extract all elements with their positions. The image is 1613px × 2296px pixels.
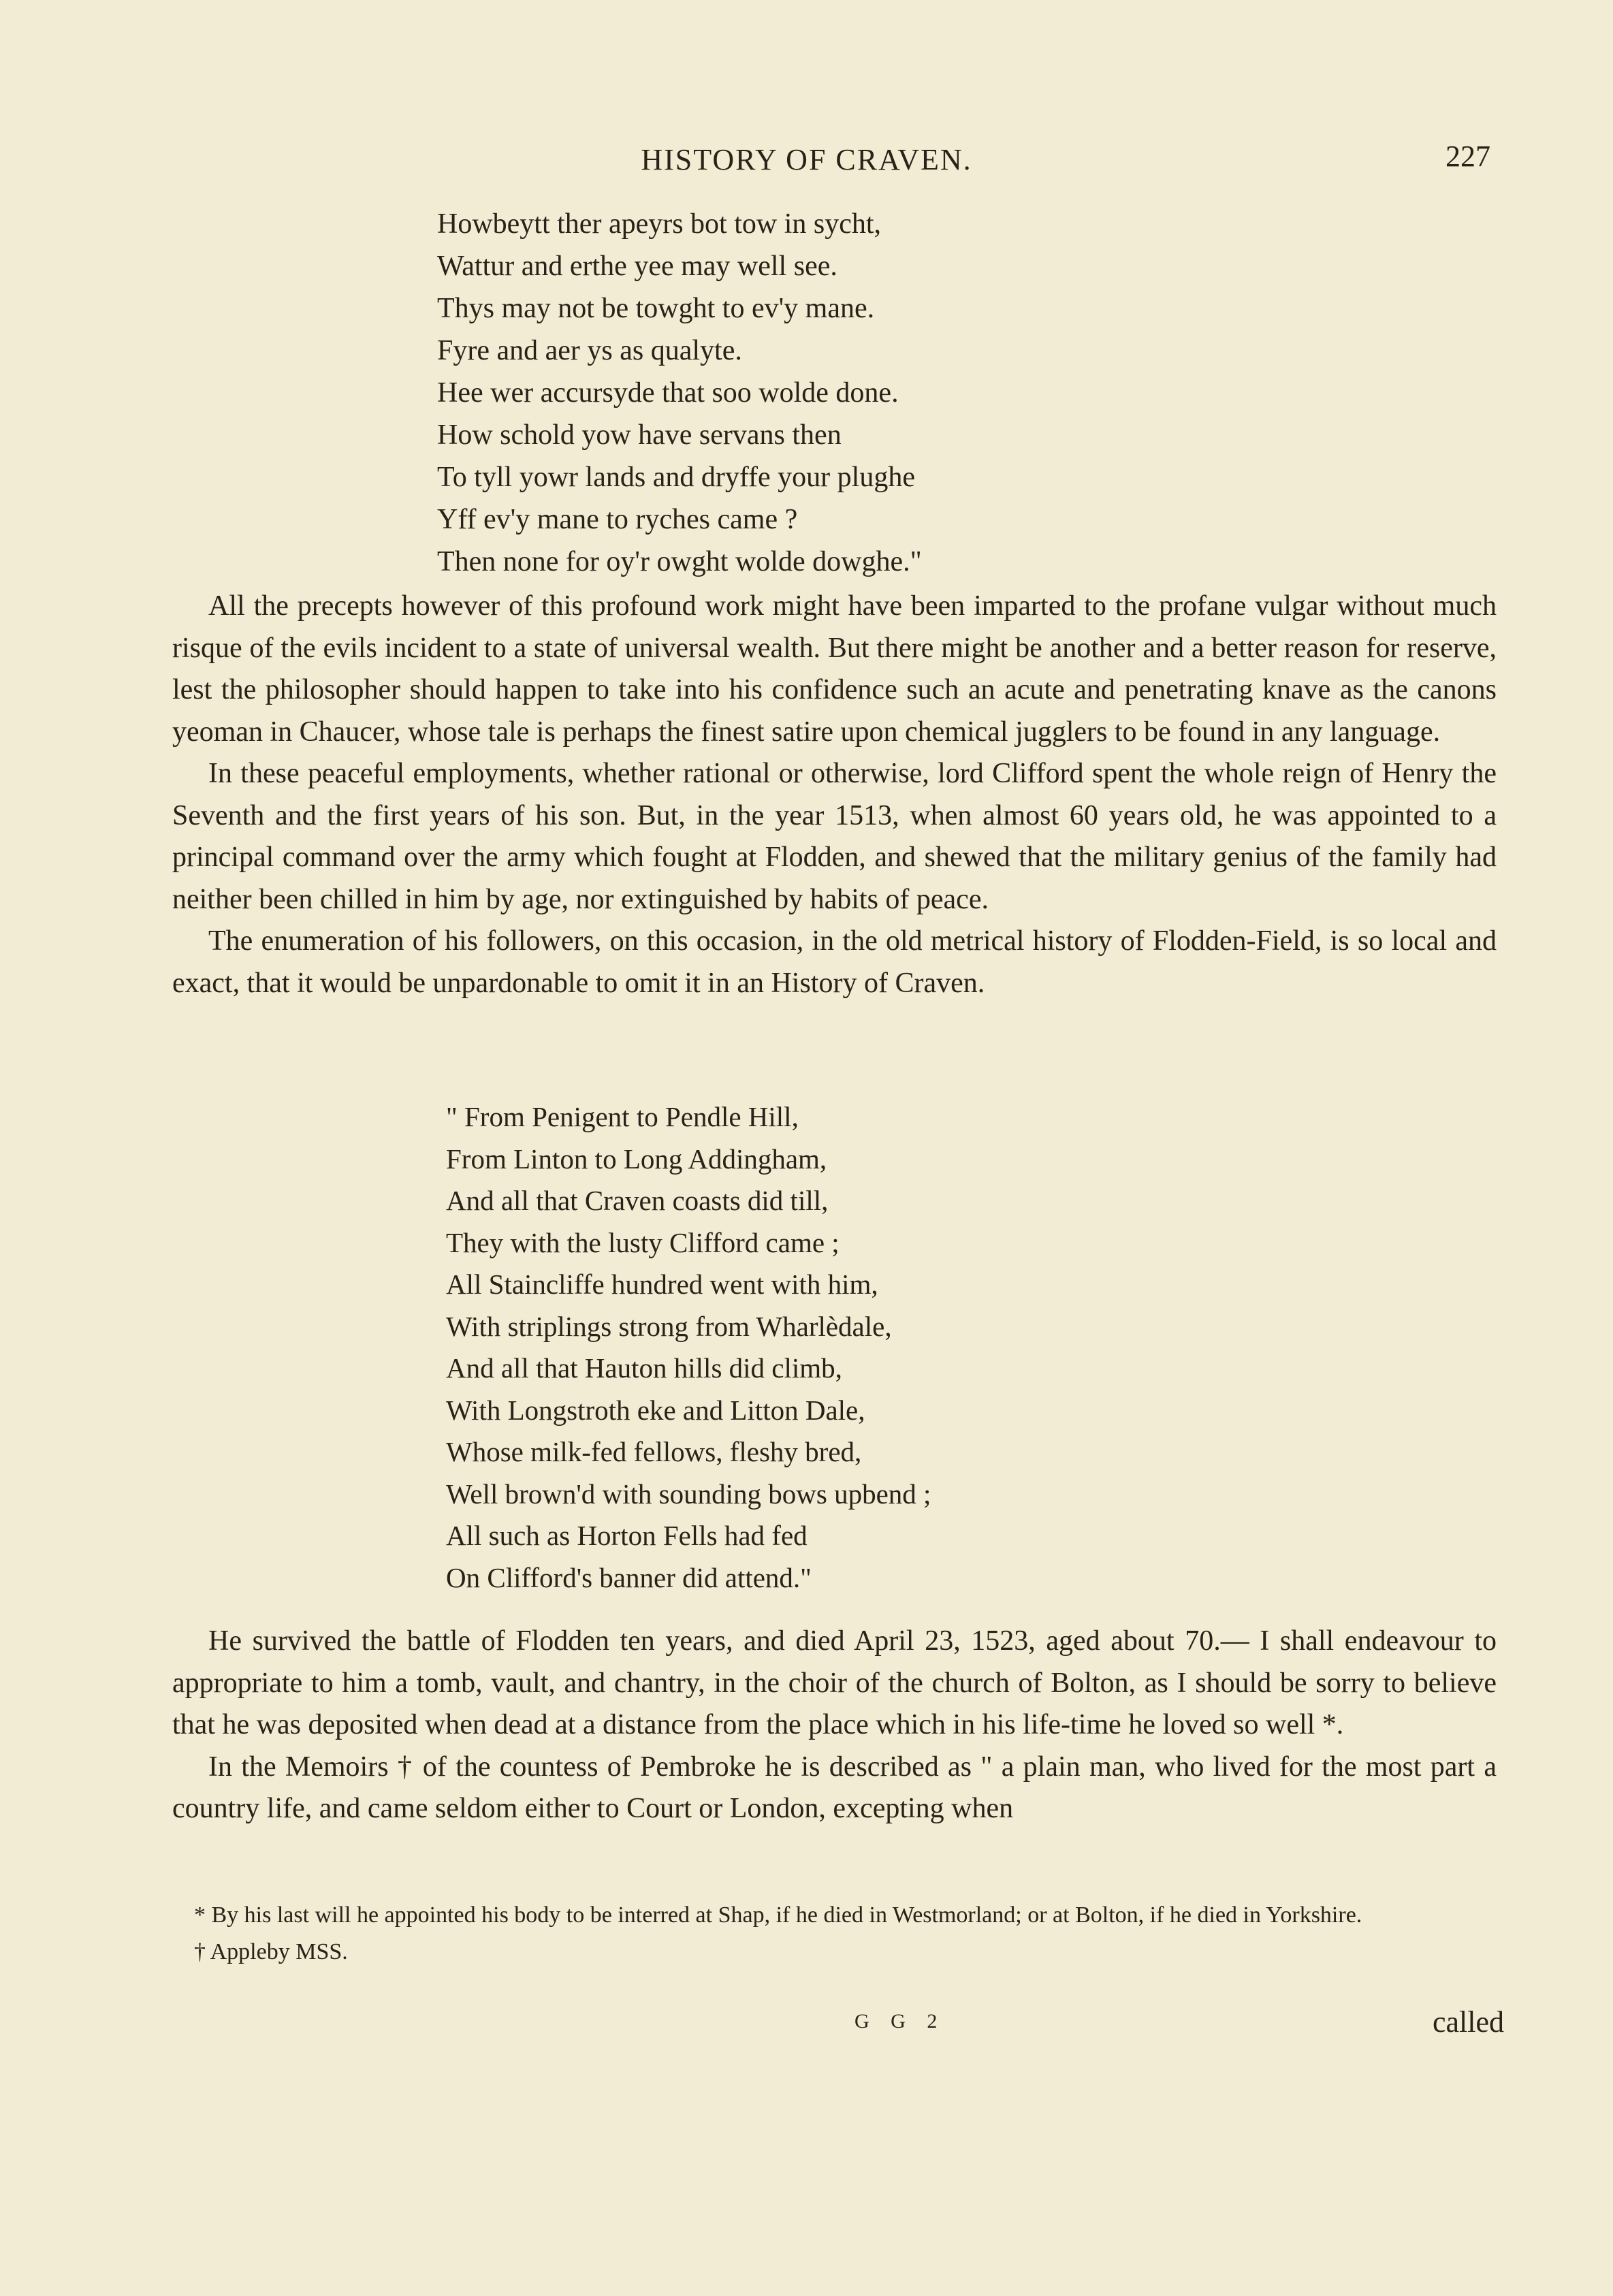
verse-line: Hee wer accursyde that soo wolde done. xyxy=(437,377,899,409)
verse-line: Well brown'd with sounding bows upbend ; xyxy=(446,1478,931,1510)
verse-line: To tyll yowr lands and dryffe your plughe xyxy=(437,462,915,493)
running-header-title: HISTORY OF CRAVEN. xyxy=(641,143,972,176)
verse-line: Then none for oy'r owght wolde dowghe." xyxy=(437,546,922,577)
prose-section-2 xyxy=(172,1621,1497,1830)
verse-line: And all that Hauton hills did climb, xyxy=(446,1352,842,1384)
verse-line: With striplings strong from Wharlèdale, xyxy=(446,1310,892,1342)
paragraph: In the Memoirs † of the countess of Pembroke he is described as " a plain man, who lived for the most part a country life, and came seldom either to Court or London, excepting when xyxy=(172,1751,1497,1824)
verse-line: Howbeytt ther apeyrs bot tow in sycht, xyxy=(437,208,882,240)
prose-section-1 xyxy=(172,586,1497,1004)
verse-block-flodden xyxy=(446,1096,931,1599)
verse-line: From Linton to Long Addingham, xyxy=(446,1143,827,1175)
page-number: 227 xyxy=(1446,140,1490,173)
signature-mark: G G 2 xyxy=(855,2010,946,2032)
verse-line: And all that Craven coasts did till, xyxy=(446,1185,829,1216)
verse-line: They with the lusty Clifford came ; xyxy=(446,1226,840,1258)
verse-line: How schold yow have servans then xyxy=(437,419,842,451)
verse-line: Thys may not be towght to ev'y mane. xyxy=(437,293,875,324)
verse-line: " From Penigent to Pendle Hill, xyxy=(446,1101,799,1132)
paragraph: All the precepts however of this profound work might have been imparted to the profane vulgar without much risque of the evils incident to a state of universal wealth. But there might be another and a better reason for reserve, lest the philosopher should happen to take into his confidence such an acute and penetrating knave as the canons yeoman in Chaucer, whose tale is perhaps the finest satire upon chemical jugglers to be found in any language. xyxy=(172,590,1497,748)
verse-line: On Clifford's banner did attend." xyxy=(446,1561,812,1593)
verse-line: Wattur and erthe yee may well see. xyxy=(437,251,837,282)
verse-line: Yff ev'y mane to ryches came ? xyxy=(437,504,798,535)
verse-line: With Longstroth eke and Litton Dale, xyxy=(446,1394,865,1426)
catchword: called xyxy=(1432,2005,1504,2039)
verse-line: All Staincliffe hundred went with him, xyxy=(446,1269,878,1300)
verse-line: Fyre and aer ys as qualyte. xyxy=(437,335,742,366)
paragraph: He survived the battle of Flodden ten years, and died April 23, 1523, aged about 70.— I shall endeavour to appropriate to him a tomb, vault, and chantry, in the choir of the church of Bolton, as I should be sorry to believe that he was deposited when dead at a distance from the place which in his life-time he loved so well *. xyxy=(172,1625,1497,1740)
paragraph: In these peaceful employments, whether rational or otherwise, lord Clifford spent the whole reign of Henry the Seventh and the first years of his son. But, in the year 1513, when almost 60 years old, he was appointed to a principal command over the army which fought at Flodden, and shewed that the military genius of the family had neither been chilled in him by age, nor extinguished by habits of peace. xyxy=(172,758,1497,915)
footnote-will: * By his last will he appointed his body to be interred at Shap, if he died in Westmorland; or at Bolton, if he died in Yorkshire. xyxy=(194,1902,1362,1928)
footnote-appleby: † Appleby MSS. xyxy=(194,1939,348,1964)
paragraph: The enumeration of his followers, on this occasion, in the old metrical history of Flodden-Field, is so local and exact, that it would be unpardonable to omit it in an History of Craven. xyxy=(172,925,1497,999)
verse-block-alchemy xyxy=(437,203,922,583)
verse-line: Whose milk-fed fellows, fleshy bred, xyxy=(446,1436,862,1467)
verse-line: All such as Horton Fells had fed xyxy=(446,1520,808,1551)
footnotes xyxy=(172,1898,1497,1969)
